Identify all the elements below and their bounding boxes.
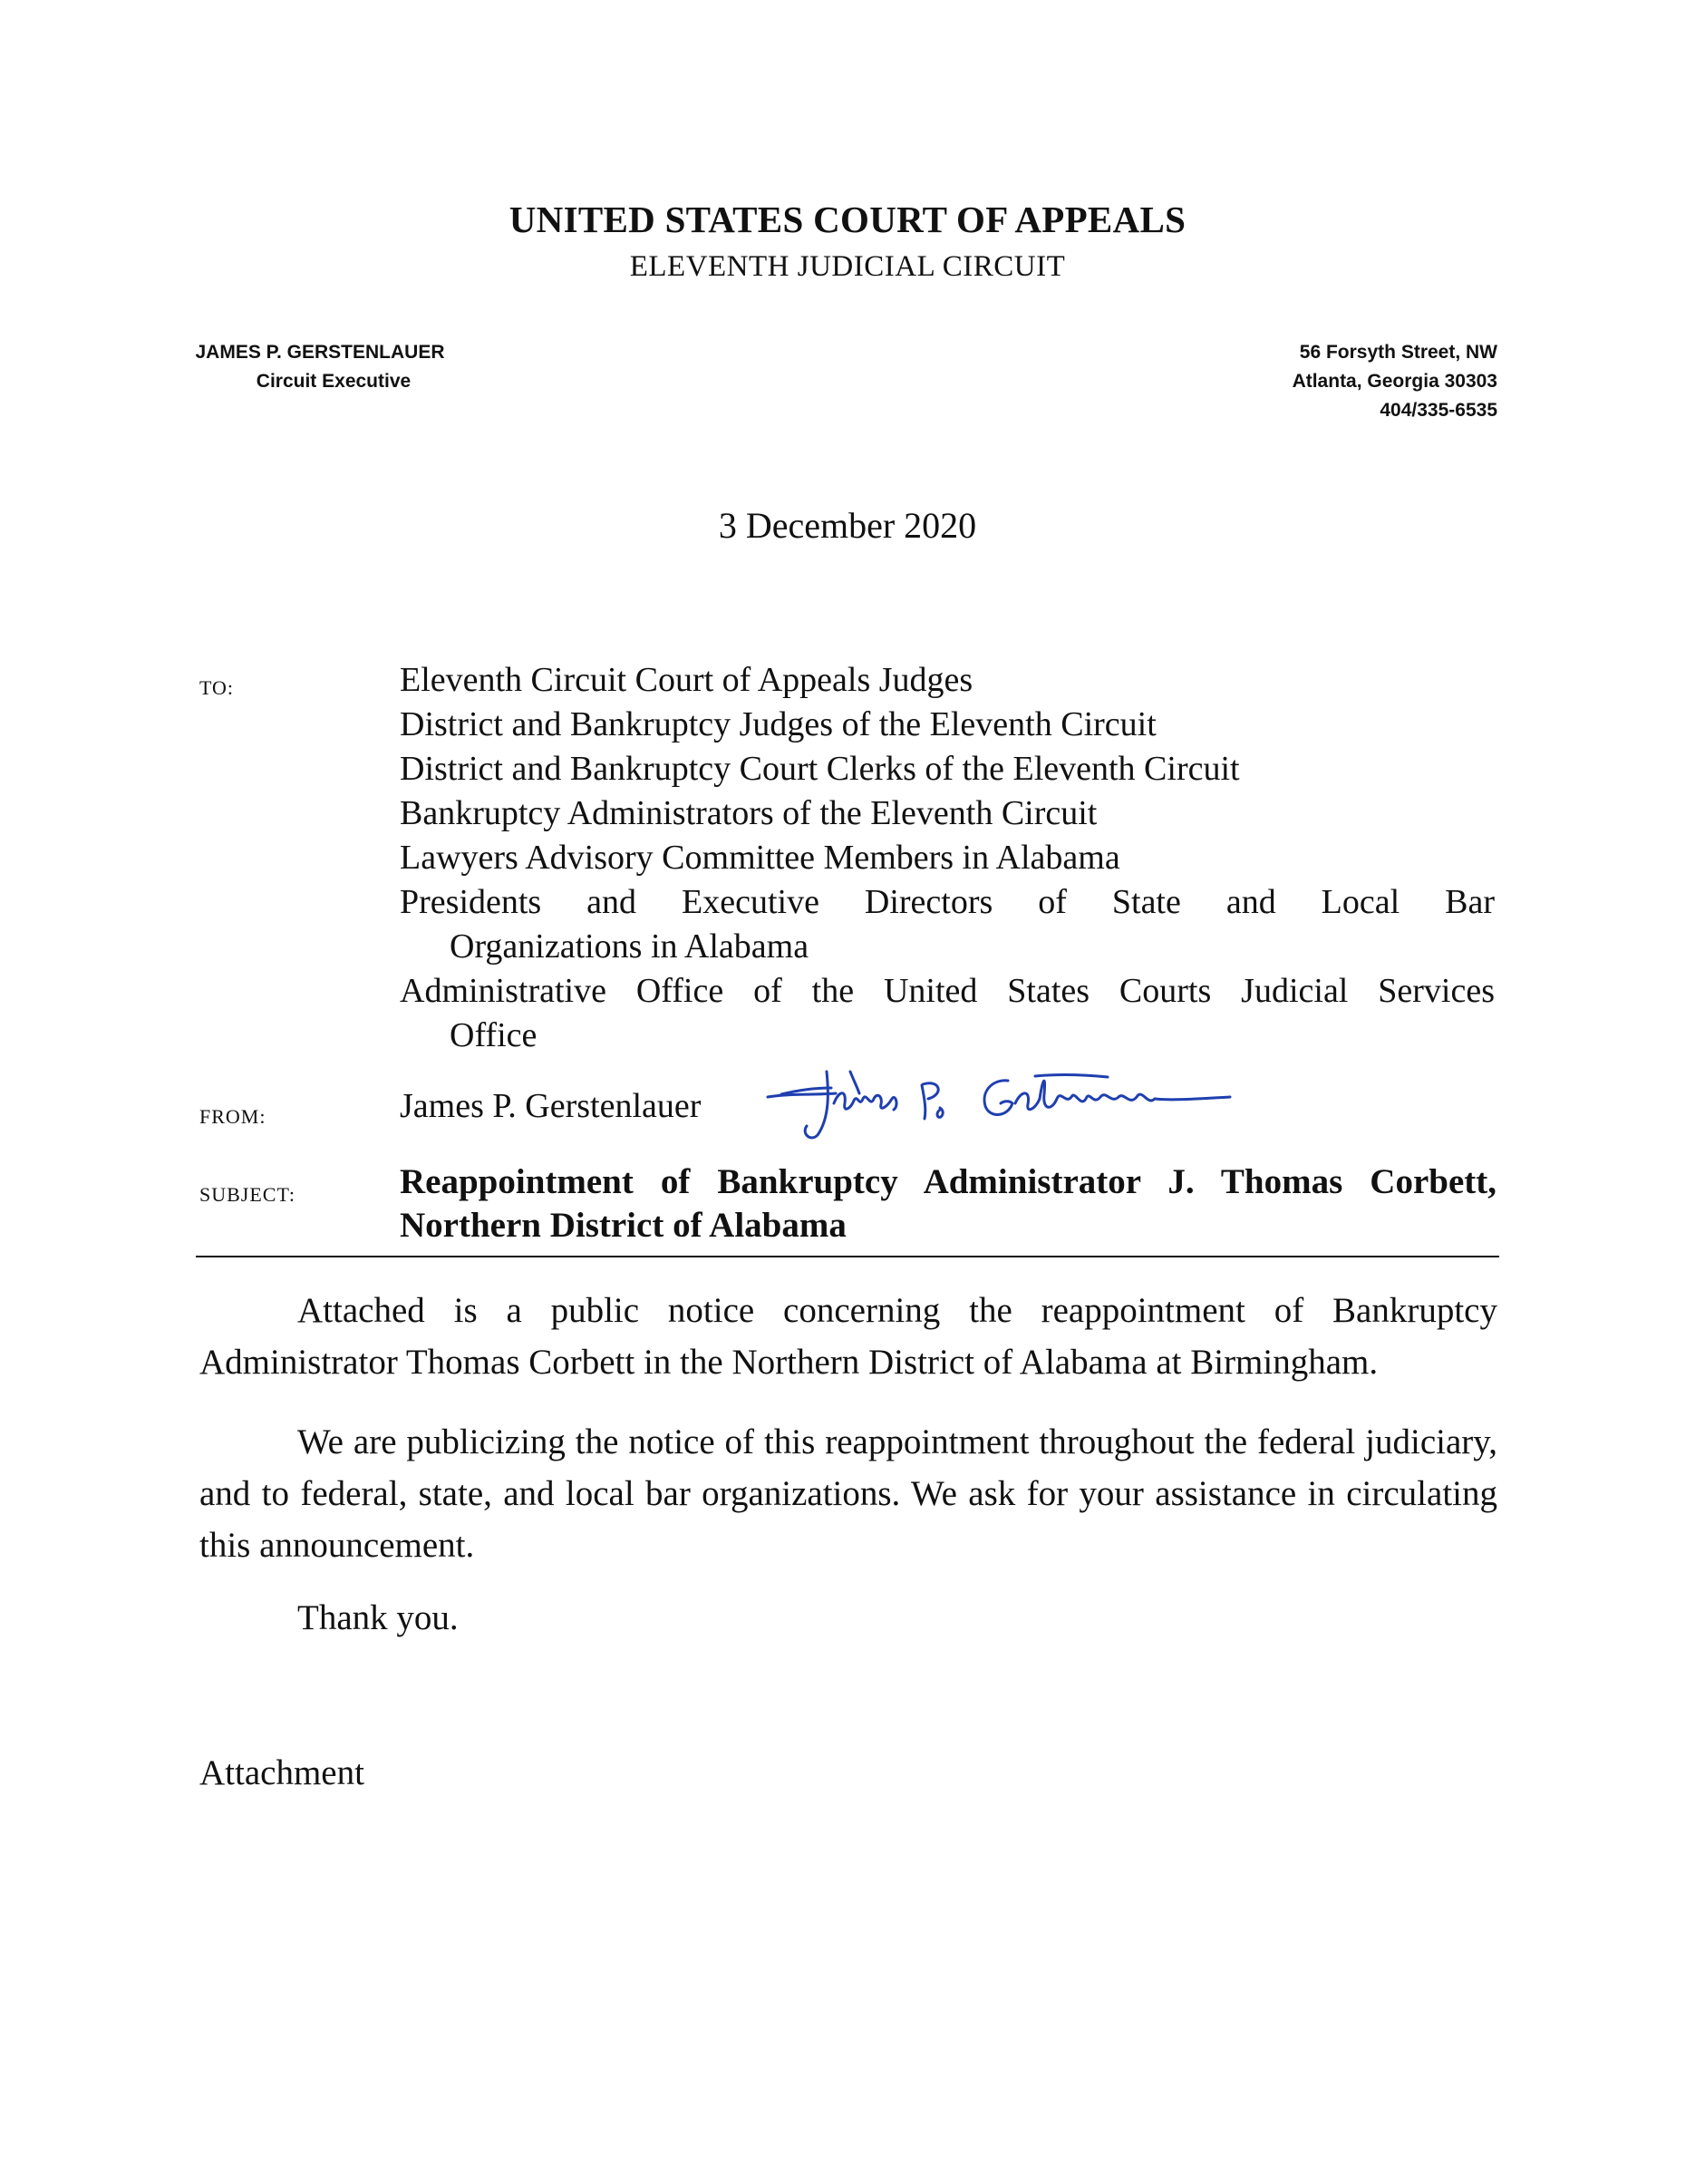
executive-block xyxy=(195,338,470,396)
address-street: 56 Forsyth Street, NW xyxy=(1299,342,1497,363)
attachment-note: Attachment xyxy=(199,1753,364,1792)
recipient-item: District and Bankruptcy Judges of the Eleventh Circuit xyxy=(400,705,1157,743)
subject-line: Reappointment of Bankruptcy Administrator J. Thomas Corbett, xyxy=(400,1162,1496,1201)
executive-name: JAMES P. GERSTENLAUER xyxy=(195,342,445,363)
recipient-item: Lawyers Advisory Committee Members in Alabama xyxy=(400,839,1120,877)
divider-rule xyxy=(196,1256,1499,1257)
to-label: TO: xyxy=(199,676,235,699)
executive-title: Circuit Executive xyxy=(256,371,412,392)
handwritten-signature xyxy=(763,1053,1235,1144)
from-label: FROM: xyxy=(199,1105,266,1128)
closing-text: Thank you. xyxy=(297,1598,459,1637)
from-name: James P. Gerstenlauer xyxy=(400,1087,702,1125)
address-block xyxy=(1135,338,1497,425)
letter-date: 3 December 2020 xyxy=(718,505,977,546)
court-title: UNITED STATES COURT OF APPEALS xyxy=(508,199,1186,240)
recipients-list xyxy=(400,658,1495,1058)
recipient-item: Bankruptcy Administrators of the Eleventh Circuit xyxy=(400,794,1098,832)
body-paragraph: We are publicizing the notice of this reappointment throughout the federal judiciary, and to federal, state, and local bar organizations. We ask for your assistance in circulating this announcement. xyxy=(199,1422,1497,1565)
recipient-item-continued: Organizations in Alabama xyxy=(450,927,809,966)
recipient-item: Eleventh Circuit Court of Appeals Judges xyxy=(400,661,973,699)
subject-text xyxy=(400,1160,1496,1247)
address-city: Atlanta, Georgia 30303 xyxy=(1292,371,1497,392)
recipient-item: Administrative Office of the United States Courts Judicial Services xyxy=(400,972,1495,1010)
address-phone: 404/335-6535 xyxy=(1380,400,1497,421)
recipient-item: Presidents and Executive Directors of State and Local Bar xyxy=(400,883,1495,921)
recipient-item: District and Bankruptcy Court Clerks of the Eleventh Circuit xyxy=(400,750,1240,788)
court-subtitle: ELEVENTH JUDICIAL CIRCUIT xyxy=(629,250,1066,283)
body-paragraph: Attached is a public notice concerning the reappointment of Bankruptcy Administrator Thomas Corbett in the Northern District of Alabama at Birmingham. xyxy=(199,1291,1497,1382)
subject-label: SUBJECT: xyxy=(199,1183,295,1206)
subject-line: Northern District of Alabama xyxy=(400,1206,847,1245)
recipient-item-continued: Office xyxy=(450,1016,538,1054)
